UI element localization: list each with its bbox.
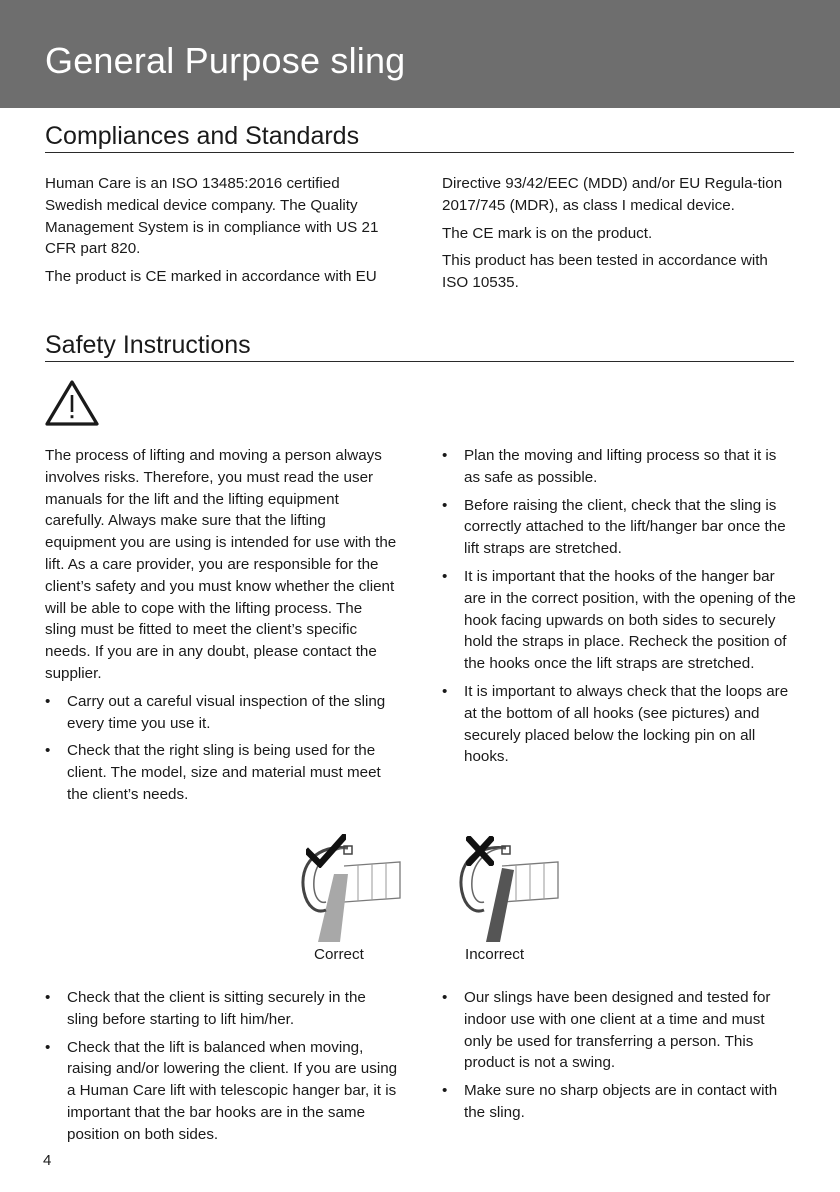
correct-caption: Correct: [314, 946, 364, 963]
safety-left-column: [45, 445, 397, 812]
hook-incorrect-figure: [456, 834, 560, 942]
safety-right-column: [442, 445, 796, 774]
safety-right-list: [442, 445, 796, 768]
bullet-marker: •: [442, 682, 448, 700]
page-number: 4: [43, 1152, 52, 1169]
list-item: [45, 1037, 399, 1146]
bullet-marker: •: [45, 742, 51, 760]
list-item-text: It is important that the hooks of the hanger bar are in the correct position, with the opening of the hook facing upwards on both sides to securely hold the straps in place. Recheck the position of the hooks once the lift straps are stretched.: [464, 567, 796, 673]
list-item-text: Our slings have been designed and tested for indoor use with one client at a time and must only be used for transferring a person. This product is not a swing.: [464, 989, 771, 1072]
bullet-marker: •: [442, 1082, 448, 1100]
list-item-text: Carry out a careful visual inspection of the sling every time you use it.: [67, 692, 386, 732]
compliance-paragraph: Directive 93/42/EEC (MDD) and/or EU Regula-tion 2017/745 (MDR), as class I medical device.: [442, 175, 783, 214]
list-item: [442, 987, 796, 1074]
list-item: [442, 445, 796, 489]
list-item: [442, 566, 796, 675]
list-item-text: Make sure no sharp objects are in contact with the sling.: [464, 1082, 778, 1121]
list-item-text: It is important to always check that the loops are at the bottom of all hooks (see pictures) and securely placed below the locking pin on all hooks.: [464, 682, 789, 766]
safety-bottom-right-column: [442, 987, 796, 1130]
bullet-marker: •: [442, 989, 448, 1006]
compliance-paragraph: The CE mark is on the product.: [442, 224, 653, 242]
compliance-heading: Compliances and Standards: [45, 121, 794, 153]
compliance-left-column: [45, 173, 397, 294]
incorrect-caption: Incorrect: [465, 946, 525, 963]
compliance-paragraph: Human Care is an ISO 13485:2016 certified Swedish medical device company. The Quality Management System is in compliance with US 21 CFR part 820.: [45, 175, 379, 258]
compliance-paragraph: The product is CE marked in accordance with EU: [45, 268, 377, 286]
list-item-text: Plan the moving and lifting process so that it is as safe as possible.: [464, 447, 777, 486]
list-item-text: Check that the right sling is being used for the client. The model, size and material must meet the client’s needs.: [67, 742, 381, 803]
page-title: General Purpose sling: [45, 40, 406, 81]
bullet-marker: •: [45, 692, 51, 710]
list-item-text: Before raising the client, check that the sling is correctly attached to the lift/hanger bar once the lift straps are stretched.: [464, 496, 786, 558]
compliance-right-column: [442, 173, 794, 300]
list-item-text: Check that the client is sitting securely in the sling before starting to lift him/her.: [67, 989, 366, 1028]
list-item: [45, 740, 397, 805]
bullet-marker: •: [442, 496, 448, 514]
list-item: [45, 691, 397, 735]
compliance-paragraph: This product has been tested in accordance with ISO 10535.: [442, 252, 768, 292]
bullet-marker: •: [45, 1038, 51, 1056]
safety-bottom-right-list: [442, 987, 796, 1124]
safety-intro: The process of lifting and moving a person always involves risks. Therefore, you must read the user manuals for the lift and the lifting equipment carefully. Always make sure that the lifting equipment you are using is intended for use with the lift. As a care provider, you are responsible for the client’s safety and you must know whether the client will be able to cope with the lifting process. The sling must be fitted to meet the client’s specific needs. If you are in any doubt, please contact the supplier.: [45, 447, 397, 682]
hook-correct-figure: [298, 834, 402, 942]
bullet-marker: •: [442, 447, 448, 464]
list-item-text: Check that the lift is balanced when moving, raising and/or lowering the client. If you are using a Human Care lift with telescopic hanger bar, it is important that the bar hooks are in the same position on both sides.: [67, 1038, 398, 1143]
cross-icon: [466, 836, 494, 866]
safety-heading: Safety Instructions: [45, 330, 794, 362]
safety-bottom-left-column: [45, 987, 399, 1152]
list-item: [45, 987, 399, 1031]
list-item: [442, 681, 796, 768]
safety-left-list: [45, 691, 397, 806]
checkmark-icon: [306, 834, 346, 868]
list-item: [442, 1080, 796, 1124]
bullet-marker: •: [45, 989, 51, 1006]
warning-triangle-icon: [44, 379, 100, 427]
list-item: [442, 495, 796, 560]
safety-bottom-left-list: [45, 987, 399, 1146]
bullet-marker: •: [442, 567, 448, 585]
header-banner: [0, 0, 840, 108]
